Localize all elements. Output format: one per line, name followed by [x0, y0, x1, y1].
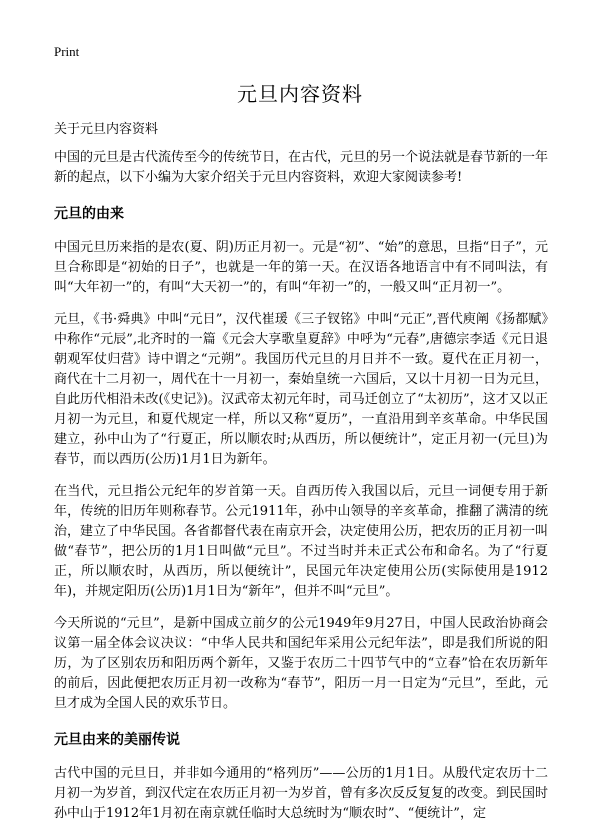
- section-heading-legend: 元旦由来的美丽传说: [54, 732, 180, 748]
- article-body: [54, 120, 548, 828]
- origin-paragraph-2: 元旦，《书·舜典》中叫“元日”，汉代崔瑗《三子钗铭》中叫“元正”,晋代庾阐《扬都赋》中称作“元辰”,北齐时的一篇《元会大享歌皇夏辞》中呼为“元春”,唐德宗李适《元日退朝观军仗归营》诗中谓之“元朔”。我国历代元旦的月日并不一致。夏代在正月初一，商代在十二月初一，周代在十一月初一，秦始皇统一六国后，又以十月初一日为元旦，自此历代相沿未改(《史记》)。汉武帝太初元年时，司马迁创立了“太初历”，这才又以正月初一为元旦，和夏代规定一样，所以又称“夏历”，一直沿用到辛亥革命。中华民国建立，孙中山为了“行夏正，所以顺农时;从西历，所以便统计”，定正月初一(元旦)为春节，而以西历(公历)1月1日为新年。: [54, 312, 549, 467]
- legend-paragraph-1: 古代中国的元旦日，并非如今通用的“格列历”——公历的1月1日。从殷代定农历十二月初一为岁首，到汉代定在农历正月初一为岁首，曾有多次反反复复的改变。到民国时孙中山于1912年1月初在南京就任临时大总统时为“顺农时”、“便统计”，定: [54, 766, 549, 821]
- origin-paragraph-3: 在当代，元旦指公元纪年的岁首第一天。自西历传入我国以后，元旦一词便专用于新年，传统的旧历年则称春节。公元1911年，孙中山领导的辛亥革命，推翻了满清的统治，建立了中华民国。各省都督代表在南京开会，决定使用公历，把农历的正月初一叫做“春节”，把公历的1月1日叫做“元旦”。不过当时并未正式公布和命名。为了“行夏正，所以顺农时，从西历，所以便统计”，民国元年决定使用公历(实际使用是1912年)，并规定阳历(公历)1月1日为“新年”，但并不叫“元旦”。: [54, 484, 549, 599]
- page-title: 元旦内容资料: [237, 82, 363, 106]
- origin-paragraph-1: 中国元旦历来指的是农(夏、阴)历正月初一。元是“初”、“始”的意思，旦指“日子”，元旦合称即是“初始的日子”，也就是一年的第一天。在汉语各地语言中有不同叫法，有叫“大年初一”的，有叫“大天初一”的，有叫“年初一”的，一般又叫“正月初一”。: [54, 240, 548, 295]
- section-heading-origin: 元旦的由来: [54, 206, 124, 222]
- article-subtitle: 关于元旦内容资料: [54, 122, 159, 137]
- intro-paragraph: 中国的元旦是古代流传至今的传统节日，在古代，元旦的另一个说法就是春节新的一年新的起点，以下小编为大家介绍关于元旦内容资料，欢迎大家阅读参考!: [54, 150, 549, 185]
- print-link[interactable]: Print: [54, 44, 80, 59]
- origin-paragraph-4: 今天所说的“元旦”，是新中国成立前夕的公元1949年9月27日，中国人民政治协商会议第一届全体会议决议：“中华人民共和国纪年采用公元纪年法”，即是我们所说的阳历，为了区别农历和阳历两个新年，又鉴于农历二十四节气中的“立春”恰在农历新年的前后，因此便把农历正月初一改称为“春节”，阳历一月一日定为“元旦”，至此，元旦才成为全国人民的欢乐节日。: [54, 616, 548, 711]
